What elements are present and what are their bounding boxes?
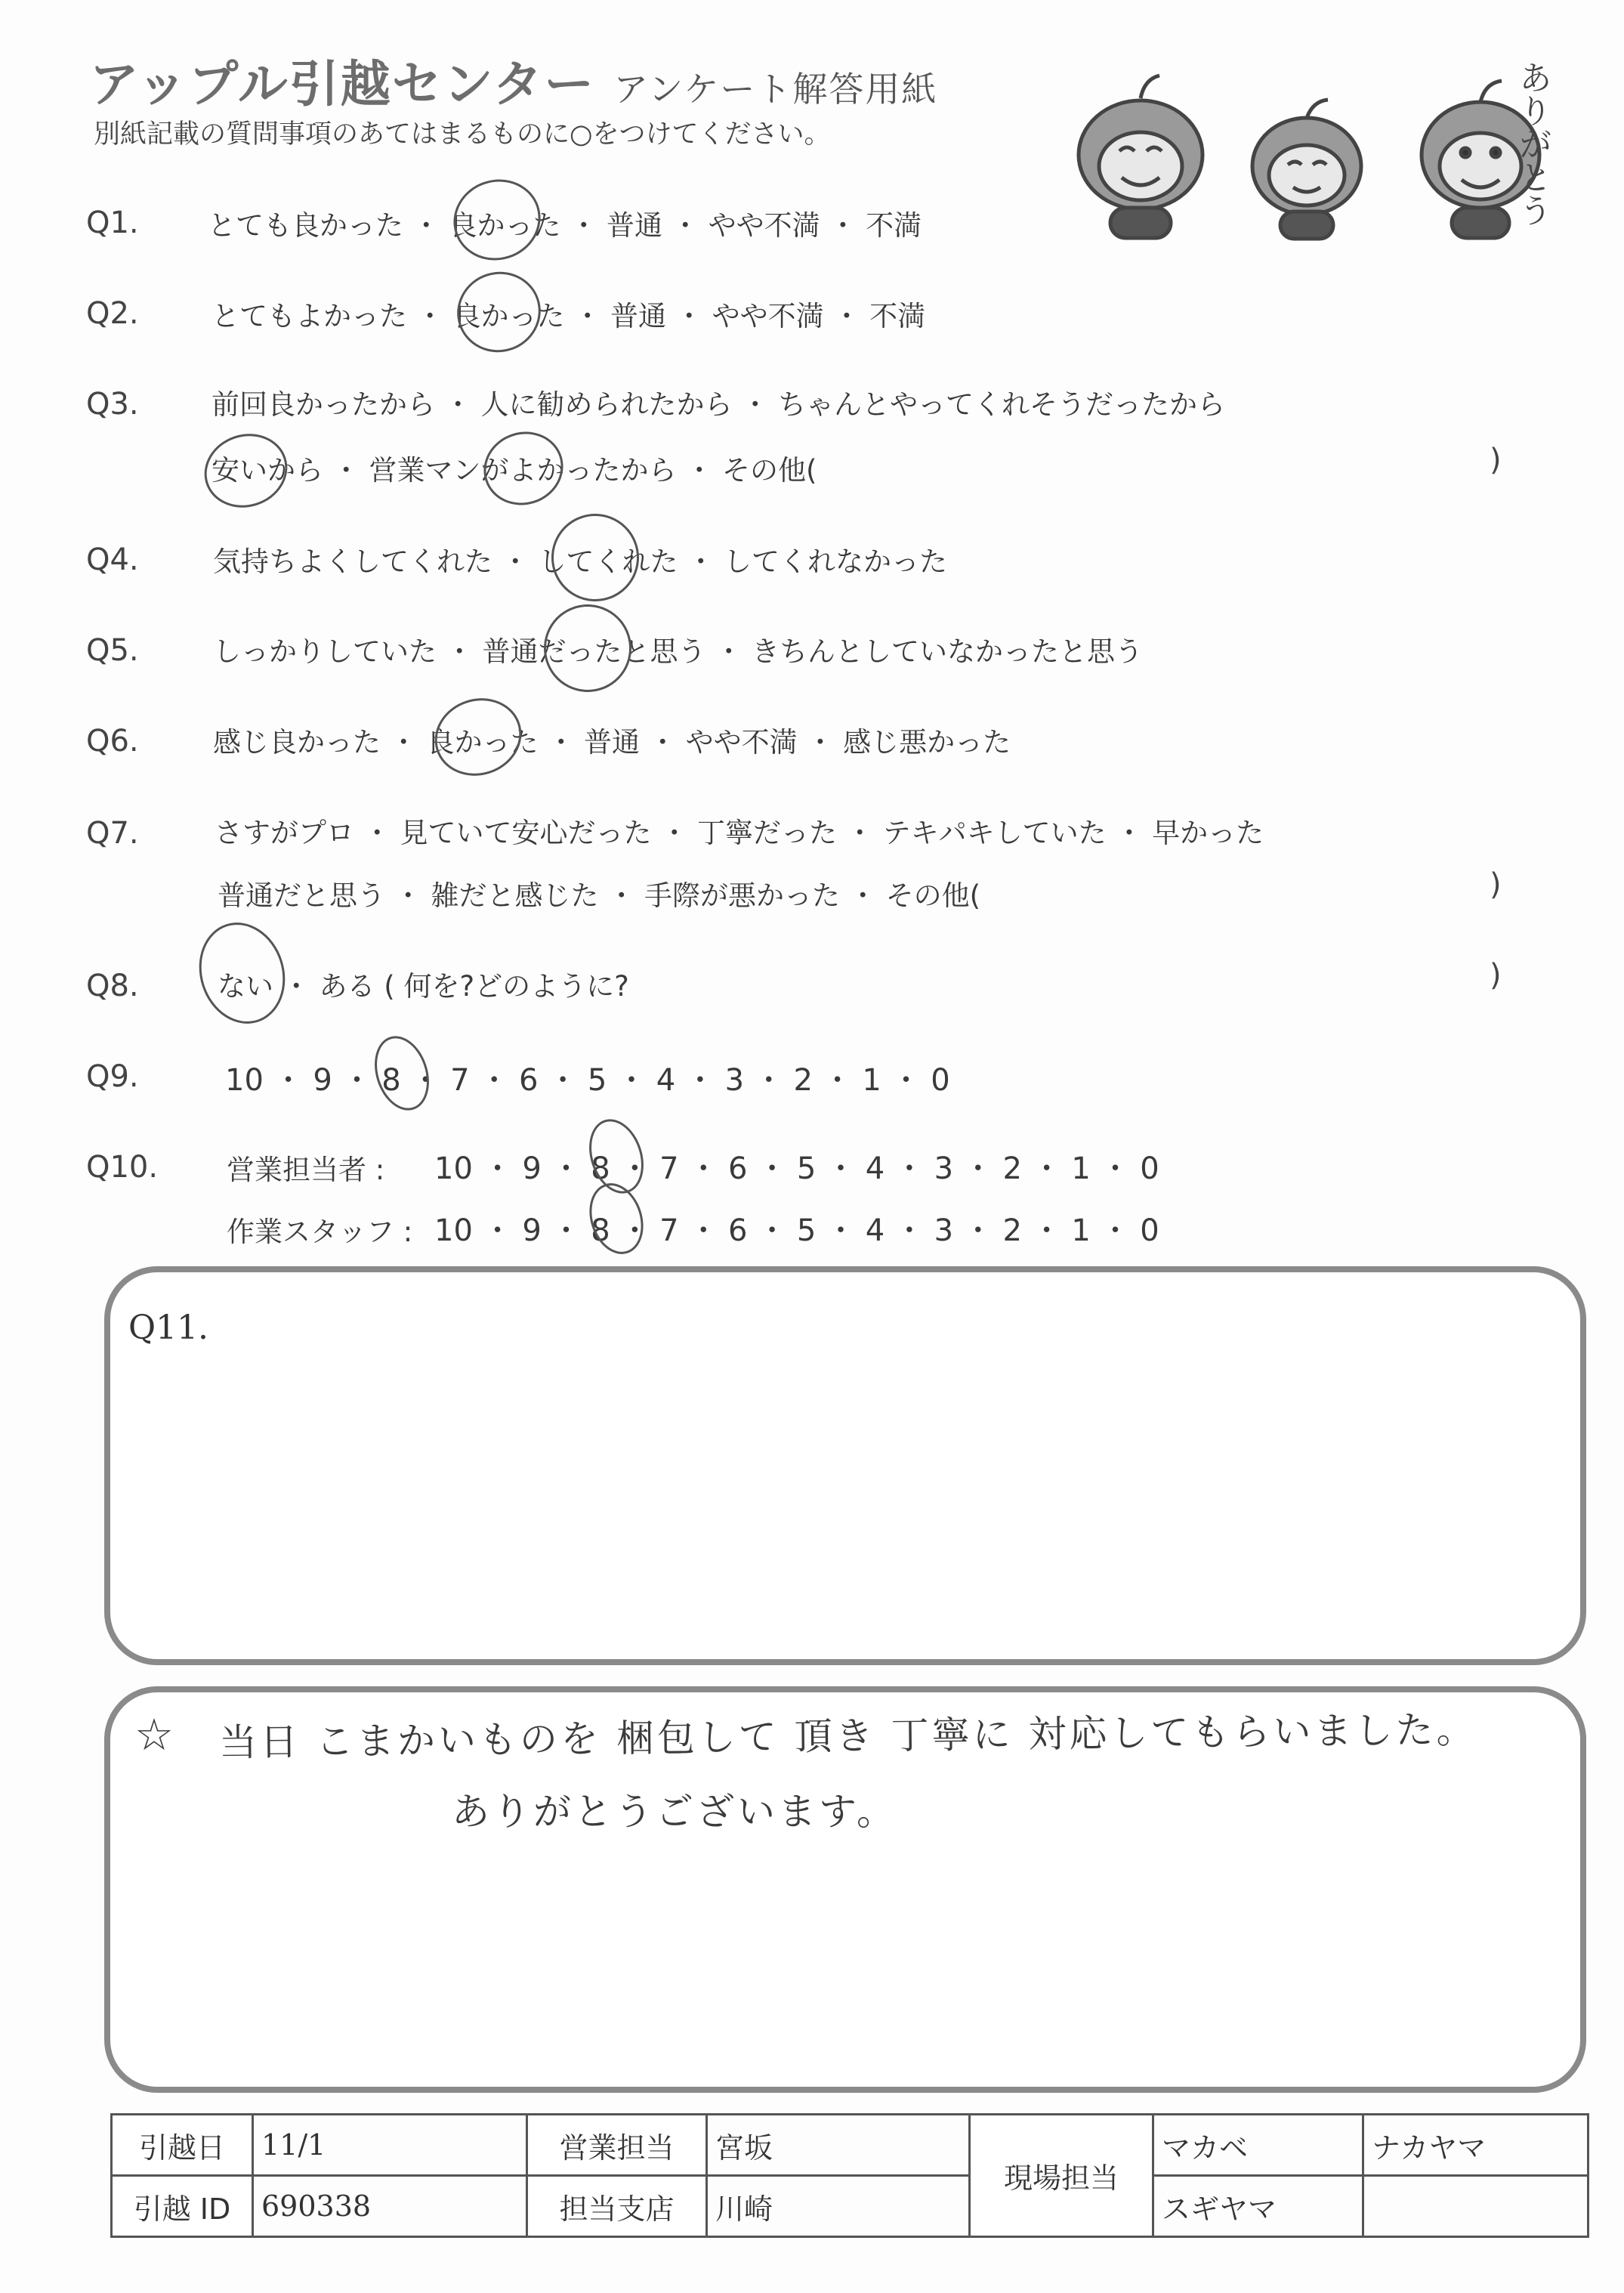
q1-label: Q1. (86, 206, 139, 240)
sales-staff-label: 営業担当 (527, 2115, 707, 2176)
comment-line1: 当日 こまかいものを 梱包して 頂き 丁寧に 対応してもらいました。 (218, 1707, 1477, 1765)
q10-staff-scale[interactable]: 10 ・ 9 ・ 8 ・ 7 ・ 6 ・ 5 ・ 4 ・ 3 ・ 2 ・ 1 ・ 0 (434, 1213, 1159, 1248)
branch-value[interactable]: 川崎 (707, 2176, 970, 2237)
q4-answer-mark (540, 502, 650, 613)
sales-staff-value[interactable]: 宮坂 (707, 2115, 970, 2176)
q8-options[interactable]: ない ・ ある ( 何を?どのように? (218, 970, 629, 1003)
q7-close-paren: ) (1490, 867, 1502, 902)
q8-label: Q8. (86, 969, 139, 1003)
company-name: アップル引越センター (89, 55, 596, 113)
q6-options[interactable]: 感じ良かった ・ 良かった ・ 普通 ・ やや不満 ・ 感じ悪かった (213, 726, 1011, 759)
site-staff-label: 現場担当 (970, 2115, 1153, 2237)
q2-label: Q2. (86, 296, 139, 331)
q7-options-line2[interactable]: 普通だと思う ・ 雑だと感じた ・ 手際が悪かった ・ その他( (218, 879, 981, 912)
site-staff-1[interactable]: マカベ (1153, 2115, 1363, 2176)
site-staff-2[interactable]: ナカヤマ (1363, 2115, 1588, 2176)
move-id-label: 引越 ID (112, 2176, 253, 2237)
q9-scale[interactable]: 10 ・ 9 ・ 8 ・ 7 ・ 6 ・ 5 ・ 4 ・ 3 ・ 2 ・ 1 ・ 0 (225, 1063, 950, 1098)
monkey-center-icon (1252, 100, 1361, 239)
site-staff-3[interactable]: スギヤマ (1153, 2176, 1363, 2237)
move-date-value[interactable]: 11/1 (253, 2115, 527, 2176)
q10-sales-label: 営業担当者 : (227, 1154, 385, 1186)
move-id-value[interactable]: 690338 (253, 2176, 527, 2237)
site-staff-4[interactable] (1363, 2176, 1588, 2237)
q10-staff-label: 作業スタッフ : (227, 1216, 413, 1248)
q6-label: Q6. (86, 724, 139, 759)
q9-label: Q9. (86, 1059, 139, 1094)
thanks-label: ありがとう (1513, 60, 1551, 227)
move-date-label: 引越日 (112, 2115, 253, 2176)
q3-close-paren: ) (1490, 443, 1502, 477)
footer-info-table (110, 2113, 1589, 2238)
q5-answer-mark (533, 593, 643, 703)
q11-label: Q11. (128, 1309, 209, 1347)
q4-label: Q4. (86, 542, 139, 577)
branch-label: 担当支店 (527, 2176, 707, 2237)
q1-answer-mark (443, 168, 551, 272)
instruction-text: 別紙記載の質問事項のあてはまるものに○をつけてください。 (94, 119, 831, 150)
q7-label: Q7. (86, 816, 139, 851)
q9-answer-mark (366, 1029, 438, 1117)
q3-options-line2[interactable]: 安いから ・ 営業マンがよかったから ・ その他( (211, 454, 817, 487)
q11-answer-box[interactable] (104, 1266, 1586, 1665)
q8-close-paren: ) (1490, 958, 1502, 993)
form-subtitle: アンケート解答用紙 (613, 69, 938, 110)
q3-label: Q3. (86, 387, 139, 422)
q8-answer-mark (187, 911, 298, 1035)
q3-answer-mark-cheap (195, 423, 297, 518)
q10-label: Q10. (86, 1150, 159, 1185)
q1-options[interactable]: とても良かった ・ 良かった ・ 普通 ・ やや不満 ・ 不満 (208, 209, 922, 242)
star-icon: ☆ (134, 1709, 174, 1760)
comment-line2: ありがとうございます。 (452, 1790, 897, 1834)
q6-answer-mark (425, 688, 532, 787)
q4-options[interactable]: 気持ちよくしてくれた ・ してくれた ・ してくれなかった (213, 545, 948, 578)
q2-options[interactable]: とてもよかった ・ 良かった ・ 普通 ・ やや不満 ・ 不満 (211, 300, 926, 332)
form-title (89, 44, 937, 116)
q5-options[interactable]: しっかりしていた ・ 普通だったと思う ・ きちんとしていなかったと思う (213, 635, 1144, 668)
q3-options-line1[interactable]: 前回良かったから ・ 人に勧められたから ・ ちゃんとやってくれそうだったから (211, 388, 1226, 421)
q10-sales-scale[interactable]: 10 ・ 9 ・ 8 ・ 7 ・ 6 ・ 5 ・ 4 ・ 3 ・ 2 ・ 1 ・ 0 (434, 1151, 1159, 1186)
q5-label: Q5. (86, 633, 139, 668)
q2-answer-mark (446, 261, 551, 363)
q7-options-line1[interactable]: さすがプロ ・ 見ていて安心だった ・ 丁寧だった ・ テキパキしていた ・ 早かった (215, 817, 1264, 849)
q3-answer-mark-sales (474, 422, 573, 515)
monkey-left-icon (1079, 76, 1203, 238)
